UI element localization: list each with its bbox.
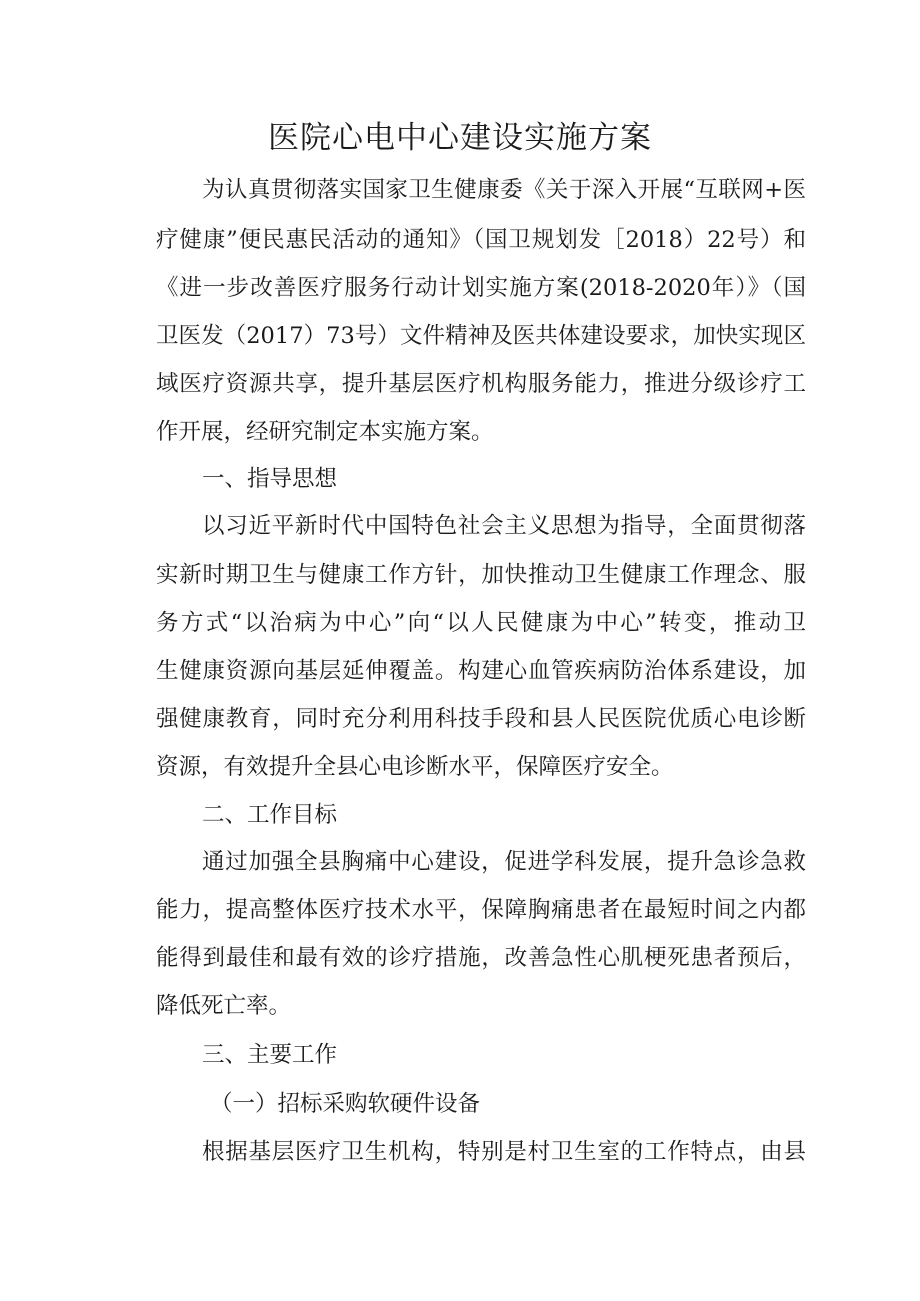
paragraph-intro-line-3: 《进一步改善医疗服务行动计划实施方案(2018-2020年）》（国 [156, 275, 806, 301]
paragraph-guiding-line-3: 务方式“以治病为中心”向“以人民健康为中心”转变，推动卫 [156, 610, 806, 636]
paragraph-intro-line-4: 卫医发（2017）73号）文件精神及医共体建设要求，加快实现区 [156, 323, 806, 349]
paragraph-goals-line-3: 能得到最佳和最有效的诊疗措施，改善急性心肌梗死患者预后， [156, 945, 806, 971]
section-heading-main-work: 三、主要工作 [202, 1042, 338, 1068]
section-heading-work-goals: 二、工作目标 [202, 802, 338, 828]
paragraph-guiding-line-6: 资源，有效提升全县心电诊断水平，保障医疗安全。 [156, 754, 674, 780]
document-title: 医院心电中心建设实施方案 [268, 120, 652, 156]
paragraph-procurement-line-1: 根据基层医疗卫生机构，特别是村卫生室的工作特点，由县 [202, 1139, 806, 1165]
paragraph-guiding-line-1: 以习近平新时代中国特色社会主义思想为指导，全面贯彻落 [202, 513, 806, 539]
subsection-heading-procurement: （一）招标采购软硬件设备 [210, 1091, 481, 1117]
paragraph-goals-line-2: 能力，提高整体医疗技术水平，保障胸痛患者在最短时间之内都 [156, 897, 806, 923]
paragraph-guiding-line-2: 实新时期卫生与健康工作方针，加快推动卫生健康工作理念、服 [156, 562, 806, 588]
paragraph-intro-line-5: 域医疗资源共享，提升基层医疗机构服务能力，推进分级诊疗工 [156, 371, 806, 397]
paragraph-intro-line-6: 作开展，经研究制定本实施方案。 [156, 419, 494, 445]
paragraph-goals-line-4: 降低死亡率。 [156, 993, 292, 1019]
paragraph-guiding-line-5: 强健康教育，同时充分利用科技手段和县人民医院优质心电诊断 [156, 706, 806, 732]
paragraph-guiding-line-4: 生健康资源向基层延伸覆盖。构建心血管疾病防治体系建设，加 [156, 658, 806, 684]
paragraph-intro-line-1: 为认真贯彻落实国家卫生健康委《关于深入开展“互联网+医 [202, 177, 806, 203]
paragraph-goals-line-1: 通过加强全县胸痛中心建设，促进学科发展，提升急诊急救 [202, 849, 806, 875]
section-heading-guiding-thought: 一、指导思想 [202, 466, 338, 492]
paragraph-intro-line-2: 疗健康”便民惠民活动的通知》（国卫规划发［2018）22号）和 [156, 227, 806, 253]
